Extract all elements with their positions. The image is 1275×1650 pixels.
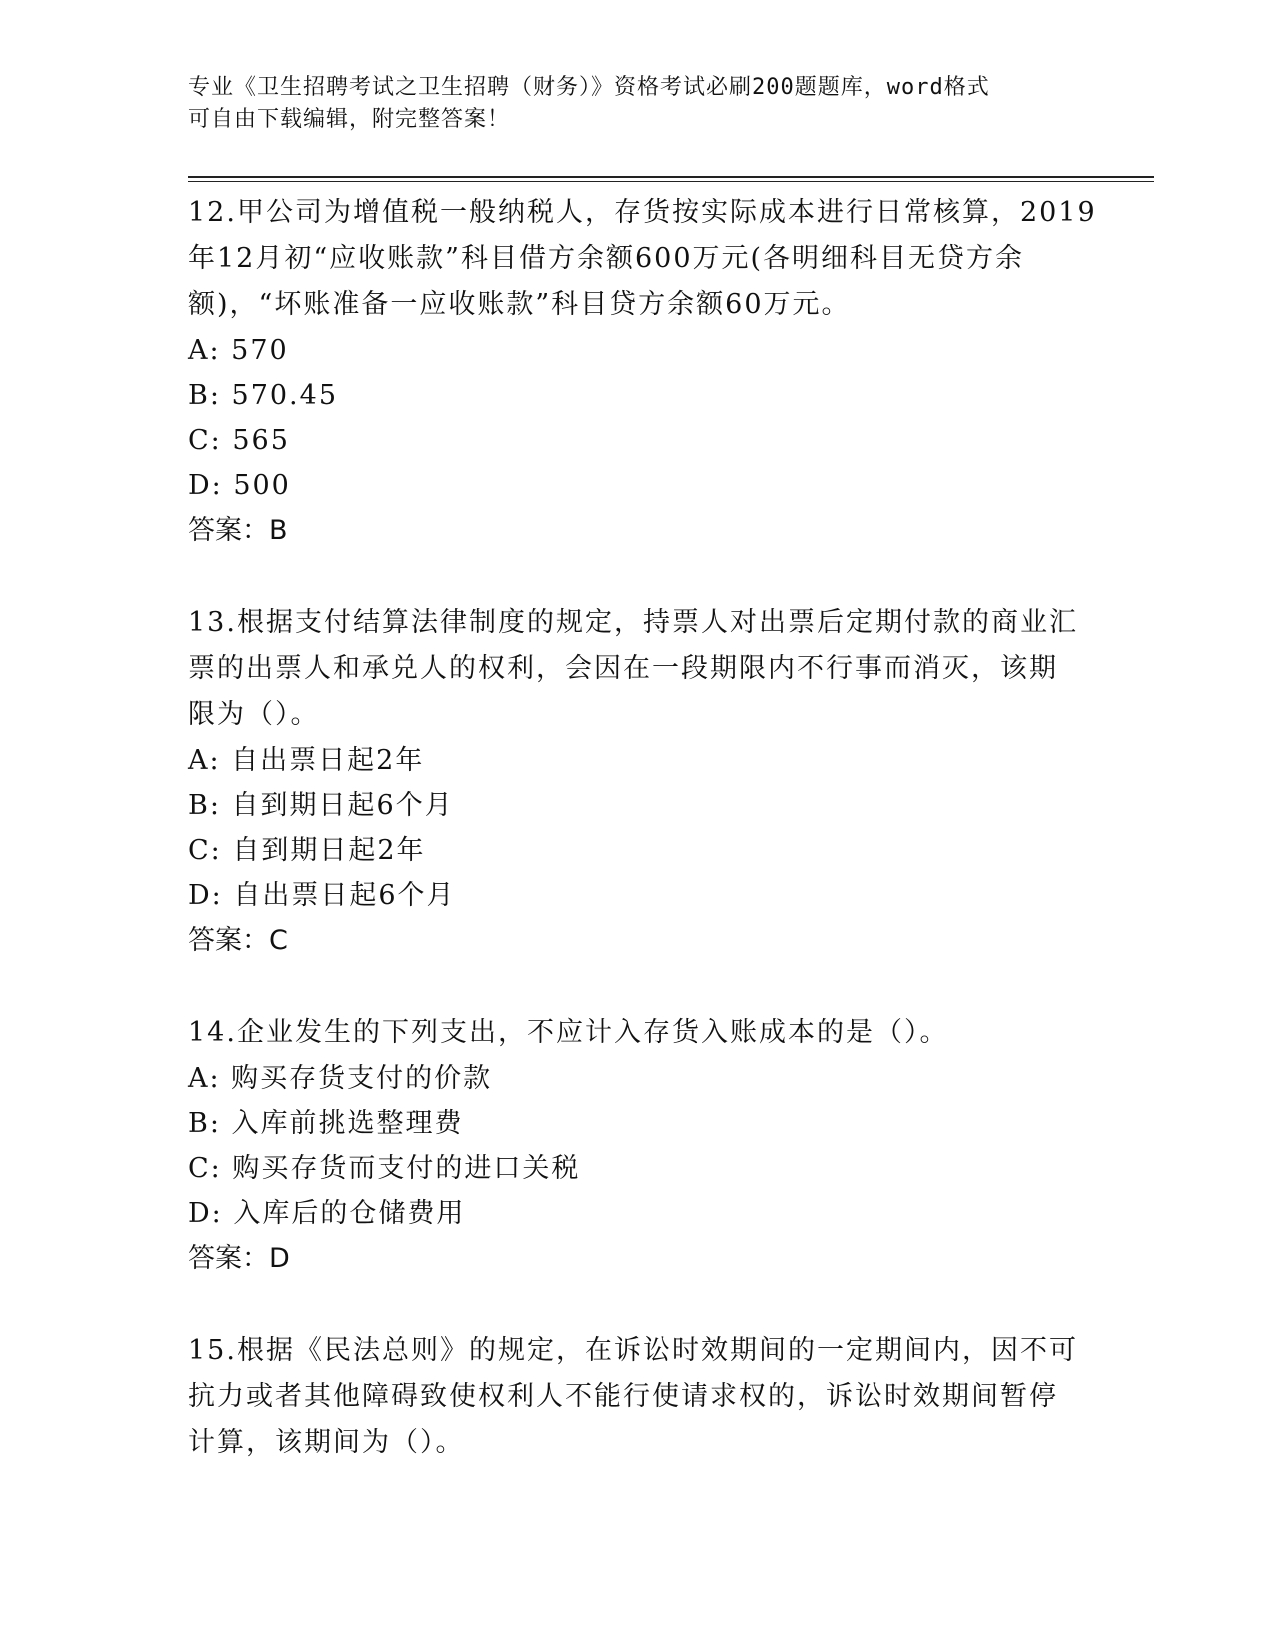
answer-option: A: 购买存货支付的价款: [188, 1063, 493, 1094]
question-block: [188, 600, 1088, 964]
answer-key: 答案：B: [188, 515, 288, 546]
answer-option: B: 自到期日起6个月: [188, 790, 454, 821]
question-stem-line: 12.甲公司为增值税一般纳税人，存货按实际成本进行日常核算，2019: [188, 197, 1097, 228]
answer-option: D: 500: [188, 470, 291, 501]
answer-option: C: 购买存货而支付的进口关税: [188, 1153, 581, 1184]
header-line-1: 专业《卫生招聘考试之卫生招聘（财务）》资格考试必刷200题题库，word格式: [188, 75, 990, 100]
question-stem: [188, 1010, 1088, 1056]
question-stem: [188, 600, 1088, 738]
question-stem-line: 14.企业发生的下列支出，不应计入存货入账成本的是（）。: [188, 1017, 949, 1048]
question-stem-line: 13.根据支付结算法律制度的规定，持票人对出票后定期付款的商业汇: [188, 607, 1078, 638]
answer-key: 答案：C: [188, 925, 288, 956]
question-stem-line: 计算，该期间为（）。: [188, 1427, 465, 1458]
answer-option: A: 570: [188, 335, 289, 366]
question-block: [188, 1328, 1088, 1466]
answer-option: D: 自出票日起6个月: [188, 880, 456, 911]
header-line-2: 可自由下载编辑，附完整答案！: [188, 107, 511, 132]
answer-option: B: 入库前挑选整理费: [188, 1108, 464, 1139]
answer-option: D: 入库后的仓储费用: [188, 1198, 466, 1229]
answer-option: A: 自出票日起2年: [188, 745, 425, 776]
question-stem: [188, 190, 1097, 328]
question-list: [188, 190, 1097, 1512]
question-stem-line: 抗力或者其他障碍致使权利人不能行使请求权的，诉讼时效期间暂停: [188, 1381, 1058, 1412]
question-stem-line: 票的出票人和承兑人的权利，会因在一段期限内不行事而消灭，该期: [188, 653, 1058, 684]
header-divider-thin: [188, 181, 1154, 182]
document-header: [188, 72, 1088, 136]
answer-option: C: 565: [188, 425, 290, 456]
question-stem: [188, 1328, 1088, 1466]
question-block: [188, 1010, 1088, 1282]
question-stem-line: 年12月初“应收账款”科目借方余额600万元(各明细科目无贷方余: [188, 243, 1025, 274]
question-stem-line: 限为（）。: [188, 699, 320, 730]
question-stem-line: 15.根据《民法总则》的规定，在诉讼时效期间的一定期间内，因不可: [188, 1335, 1078, 1366]
header-divider-thick: [188, 176, 1154, 178]
answer-option: C: 自到期日起2年: [188, 835, 426, 866]
answer-option: B: 570.45: [188, 380, 338, 411]
question-block: [188, 190, 1097, 554]
question-stem-line: 额)，“坏账准备一应收账款”科目贷方余额60万元。: [188, 289, 851, 320]
answer-key: 答案：D: [188, 1243, 290, 1274]
